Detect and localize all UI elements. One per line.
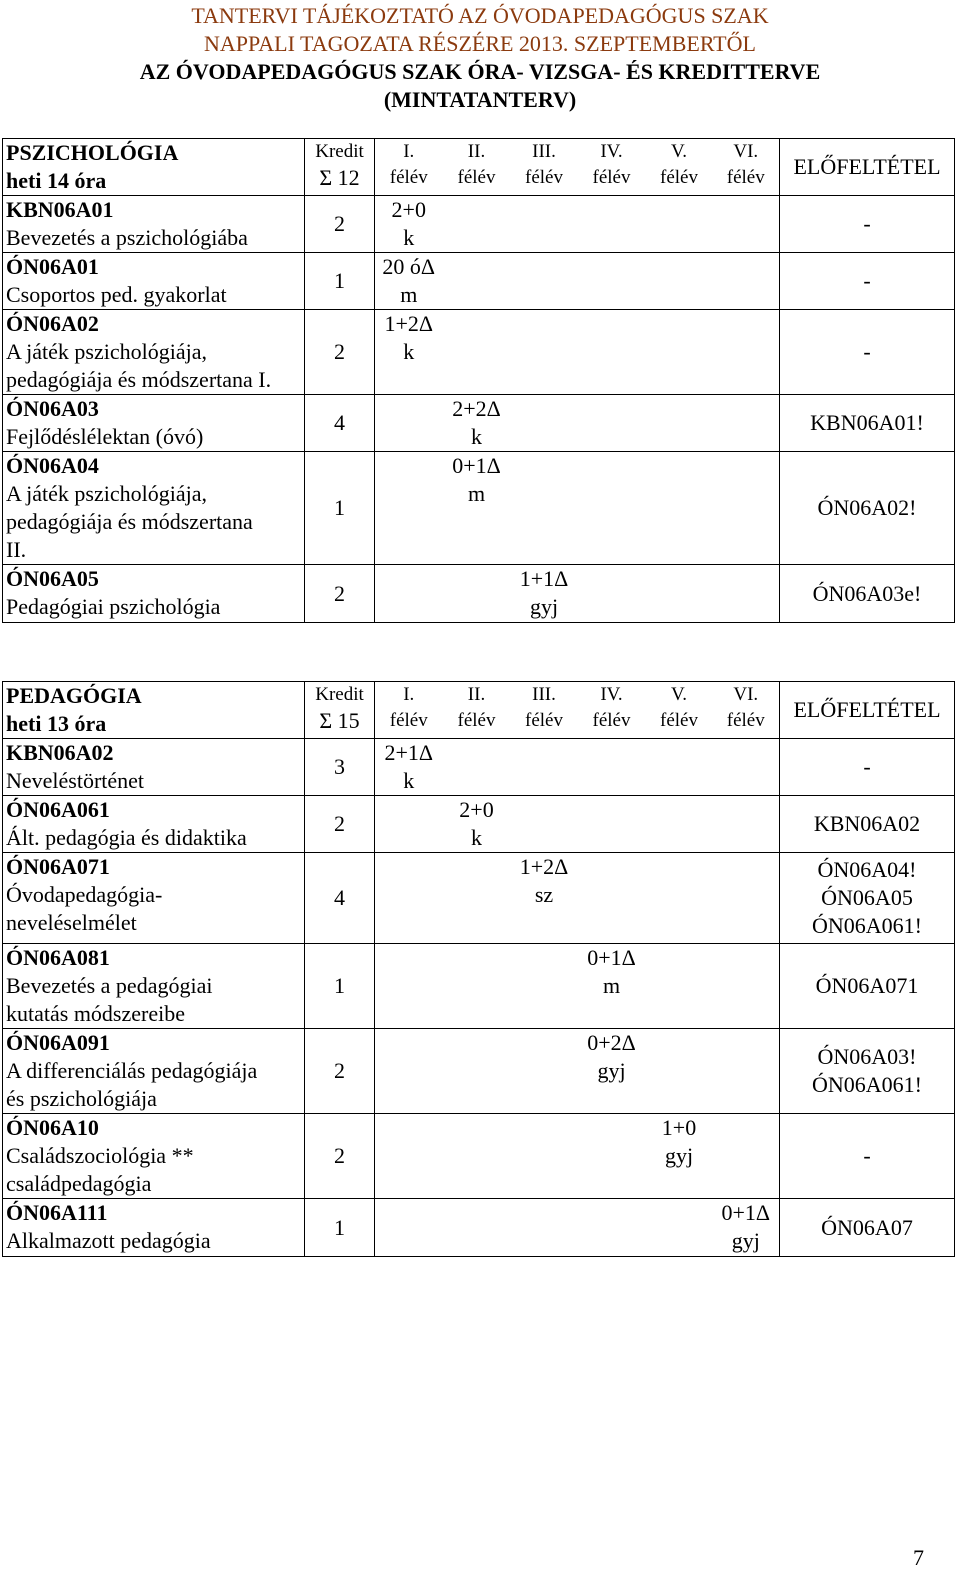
semester-cell-5: [646, 944, 713, 1029]
prerequisite-cell: [780, 452, 955, 565]
semester-header-6: [713, 682, 780, 739]
subtitle-line-1: AZ ÓVODAPEDAGÓGUS SZAK ÓRA- VIZSGA- ÉS KREDITTERVE: [139, 59, 821, 84]
semester-cell-1: [375, 1029, 443, 1114]
course-code: ÓN06A111: [6, 1200, 108, 1225]
course-row: [3, 739, 955, 796]
kredit-label: Kredit: [315, 684, 364, 705]
semester-cell-6: [713, 739, 780, 796]
semester-cell-6: [713, 853, 780, 944]
semester-cell-5: [646, 310, 713, 395]
prerequisite-value: ÓN06A071: [815, 973, 919, 998]
semester-number: I.: [403, 141, 415, 162]
semester-number: VI.: [733, 684, 759, 705]
prerequisite-value: -: [863, 754, 871, 779]
semester-cell-4: [578, 196, 646, 253]
course-credit: 1: [305, 452, 375, 565]
semester-cell-4: [578, 452, 646, 565]
semester-label: félév: [660, 710, 698, 731]
kredit-sum: Σ 12: [319, 165, 360, 190]
course-name-cell: [3, 395, 305, 452]
semester-number: I.: [403, 684, 415, 705]
semester-cell-4: [578, 796, 646, 853]
semester-cell-4: [578, 253, 646, 310]
semester-header-3: [511, 139, 578, 196]
semester-cell-3: [511, 1029, 578, 1114]
course-name-line: II.: [6, 537, 27, 562]
semester-cell-1: [375, 565, 443, 623]
semester-header-5: [646, 139, 713, 196]
course-name-line: Családszociológia **: [6, 1143, 194, 1168]
hours-value: 1+2Δ: [519, 854, 569, 879]
semester-cell-5: [646, 1114, 713, 1199]
course-code: ÓN06A061: [6, 797, 110, 822]
course-credit: 2: [305, 1114, 375, 1199]
semester-label: félév: [525, 710, 563, 731]
semester-cell-5: [646, 739, 713, 796]
course-code: ÓN06A05: [6, 566, 99, 591]
semester-cell-6: [713, 565, 780, 623]
course-code: ÓN06A081: [6, 945, 110, 970]
prerequisite-cell: [780, 565, 955, 623]
course-row: [3, 853, 955, 944]
kredit-header: [305, 682, 375, 739]
exam-type: m: [467, 481, 486, 506]
section-title-cell: [3, 139, 305, 196]
psychology-table: [2, 138, 955, 623]
semester-label: félév: [525, 167, 563, 188]
hours-value: 0+1Δ: [721, 1200, 771, 1225]
prerequisite-cell: [780, 395, 955, 452]
semester-cell-4: [578, 944, 646, 1029]
prerequisite-cell: [780, 739, 955, 796]
exam-type: k: [403, 225, 415, 250]
hours-value: 2+0: [391, 197, 426, 222]
semester-cell-5: [646, 853, 713, 944]
semester-cell-6: [713, 1029, 780, 1114]
course-name-cell: [3, 196, 305, 253]
semester-cell-5: [646, 1199, 713, 1257]
semester-cell-3: [511, 565, 578, 623]
semester-cell-4: [578, 739, 646, 796]
semester-cell-2: [443, 853, 511, 944]
course-code: ÓN06A091: [6, 1030, 110, 1055]
semester-cell-2: [443, 196, 511, 253]
prerequisite-value: -: [863, 211, 871, 236]
prereq-header: ELŐFELTÉTEL: [780, 139, 955, 196]
semester-cell-5: [646, 1029, 713, 1114]
course-name-cell: [3, 310, 305, 395]
exam-type: gyj: [597, 1058, 626, 1083]
semester-cell-3: [511, 1199, 578, 1257]
semester-cell-6: [713, 1114, 780, 1199]
semester-cell-1: [375, 944, 443, 1029]
semester-label: félév: [660, 167, 698, 188]
course-name-line: és pszichológiája: [6, 1086, 157, 1111]
prerequisite-value: ÓN06A07: [821, 1214, 913, 1240]
course-credit: 2: [305, 1029, 375, 1114]
semester-cell-3: [511, 853, 578, 944]
course-name-line: pedagógiája és módszertana: [6, 509, 253, 534]
prerequisite-value: ÓN06A061!: [812, 913, 922, 938]
course-code: KBN06A01: [6, 197, 114, 222]
prerequisite-cell: [780, 944, 955, 1029]
course-name-line: Ált. pedagógia és didaktika: [6, 825, 247, 850]
prerequisite-cell: [780, 253, 955, 310]
course-code: ÓN06A04: [6, 453, 99, 478]
exam-type: gyj: [731, 1228, 760, 1253]
semester-cell-2: [443, 796, 511, 853]
exam-type: gyj: [529, 594, 559, 619]
semester-cell-1: [375, 253, 443, 310]
semester-label: félév: [457, 167, 496, 188]
course-row: [3, 796, 955, 853]
course-name-line: pedagógiája és módszertana I.: [6, 367, 272, 392]
course-code: ÓN06A03: [6, 396, 99, 421]
course-row: [3, 1199, 955, 1257]
course-name-cell: [3, 944, 305, 1029]
exam-type: k: [403, 768, 415, 793]
prerequisite-cell: [780, 196, 955, 253]
course-code: ÓN06A02: [6, 311, 99, 336]
course-name-line: Bevezetés a pedagógiai: [6, 973, 213, 998]
course-name-line: kutatás módszereibe: [6, 1001, 185, 1026]
semester-label: félév: [726, 167, 765, 188]
prerequisite-cell: [780, 310, 955, 395]
hours-value: 0+1Δ: [452, 453, 501, 478]
course-row: [3, 395, 955, 452]
semester-cell-4: [578, 1029, 646, 1114]
semester-cell-1: [375, 1199, 443, 1257]
course-credit: 2: [305, 796, 375, 853]
course-row: [3, 565, 955, 623]
semester-cell-1: [375, 395, 443, 452]
semester-cell-3: [511, 196, 578, 253]
course-code: ÓN06A01: [6, 254, 99, 279]
course-name-line: Óvodapedagógia-: [6, 882, 163, 907]
semester-cell-2: [443, 452, 511, 565]
prerequisite-value: ÓN06A061!: [812, 1072, 922, 1097]
course-name-line: neveléselmélet: [6, 910, 137, 935]
semester-cell-4: [578, 310, 646, 395]
semester-cell-4: [578, 1199, 646, 1257]
hours-value: 0+2Δ: [587, 1030, 636, 1055]
semester-cell-3: [511, 395, 578, 452]
semester-cell-5: [646, 565, 713, 623]
semester-cell-5: [646, 253, 713, 310]
semester-cell-6: [713, 253, 780, 310]
semester-cell-6: [713, 796, 780, 853]
semester-label: félév: [457, 710, 496, 731]
course-row: [3, 253, 955, 310]
semester-cell-5: [646, 395, 713, 452]
semester-cell-5: [646, 452, 713, 565]
hours-value: 0+1Δ: [587, 945, 636, 970]
course-name-line: Fejlődéslélektan (óvó): [6, 424, 204, 449]
semester-cell-1: [375, 452, 443, 565]
prerequisite-value: -: [863, 268, 871, 293]
semester-cell-2: [443, 395, 511, 452]
hours-value: 2+1Δ: [384, 740, 434, 765]
semester-cell-2: [443, 565, 511, 623]
semester-cell-2: [443, 253, 511, 310]
prerequisite-value: ÓN06A05: [821, 885, 913, 910]
kredit-header: [305, 139, 375, 196]
section-title: PEDAGÓGIA: [6, 683, 142, 708]
semester-number: II.: [467, 684, 486, 705]
hours-value: 20 óΔ: [382, 254, 436, 279]
semester-header-3: [511, 682, 578, 739]
title-line-2: NAPPALI TAGOZATA RÉSZÉRE 2013. SZEPTEMBERTŐL: [204, 31, 756, 56]
course-row: [3, 944, 955, 1029]
semester-cell-1: [375, 739, 443, 796]
semester-number: III.: [532, 684, 556, 705]
prereq-header: ELŐFELTÉTEL: [780, 682, 955, 739]
semester-cell-5: [646, 196, 713, 253]
prerequisite-cell: [780, 796, 955, 853]
semester-label: félév: [389, 710, 428, 731]
hours-value: 1+2Δ: [384, 311, 434, 336]
semester-cell-2: [443, 1199, 511, 1257]
semester-cell-4: [578, 853, 646, 944]
semester-number: II.: [467, 141, 486, 162]
prerequisite-cell: [780, 1029, 955, 1114]
pedagogy-table: [2, 681, 955, 1257]
exam-type: m: [602, 973, 621, 998]
course-name-cell: [3, 565, 305, 623]
course-name-line: A differenciálás pedagógiája: [6, 1058, 258, 1083]
semester-number: IV.: [600, 684, 623, 705]
course-code: KBN06A02: [6, 740, 114, 765]
semester-number: V.: [670, 141, 688, 162]
semester-cell-4: [578, 565, 646, 623]
semester-cell-2: [443, 739, 511, 796]
course-credit: 1: [305, 1199, 375, 1257]
section-hours: heti 14 óra: [6, 168, 107, 193]
prerequisite-value: -: [863, 1143, 871, 1168]
course-name-line: A játék pszichológiája,: [6, 481, 207, 506]
course-name-cell: [3, 253, 305, 310]
prerequisite-value: -: [863, 339, 871, 364]
semester-cell-3: [511, 1114, 578, 1199]
semester-cell-3: [511, 944, 578, 1029]
semester-number: V.: [670, 684, 688, 705]
prerequisite-value: ÓN06A03e!: [812, 580, 922, 606]
hours-value: 2+2Δ: [452, 396, 501, 421]
prerequisite-cell: [780, 1114, 955, 1199]
section-title-cell: [3, 682, 305, 739]
course-credit: 2: [305, 196, 375, 253]
semester-cell-4: [578, 395, 646, 452]
section-hours: heti 13 óra: [6, 711, 107, 736]
course-code: ÓN06A071: [6, 854, 110, 879]
semester-cell-3: [511, 310, 578, 395]
document-title: [0, 2, 960, 58]
subtitle-line-2: (MINTATANTERV): [383, 87, 577, 112]
prerequisite-value: ÓN06A03!: [817, 1044, 917, 1069]
course-credit: 2: [305, 310, 375, 395]
exam-type: m: [400, 282, 418, 307]
semester-header-1: [375, 139, 443, 196]
course-row: [3, 196, 955, 253]
course-row: [3, 310, 955, 395]
course-name-cell: [3, 796, 305, 853]
semester-label: félév: [726, 710, 765, 731]
semester-header-4: [578, 682, 646, 739]
page-number: 7: [913, 1545, 924, 1570]
section-title: PSZICHOLÓGIA: [6, 140, 179, 165]
course-name-cell: [3, 853, 305, 944]
exam-type: gyj: [664, 1143, 694, 1168]
semester-cell-3: [511, 253, 578, 310]
course-name-line: családpedagógia: [6, 1171, 152, 1196]
course-credit: 2: [305, 565, 375, 623]
hours-value: 1+1Δ: [519, 566, 569, 591]
course-credit: 1: [305, 944, 375, 1029]
exam-type: k: [471, 825, 482, 850]
course-row: [3, 452, 955, 565]
semester-cell-2: [443, 1114, 511, 1199]
semester-label: félév: [389, 167, 428, 188]
prerequisite-value: KBN06A02: [813, 811, 921, 836]
semester-cell-1: [375, 796, 443, 853]
course-name-line: Bevezetés a pszichológiába: [6, 225, 248, 250]
document-subtitle: [0, 58, 960, 114]
semester-cell-6: [713, 310, 780, 395]
semester-number: VI.: [733, 141, 759, 162]
semester-cell-3: [511, 739, 578, 796]
course-name-line: Csoportos ped. gyakorlat: [6, 282, 227, 307]
semester-cell-6: [713, 944, 780, 1029]
course-credit: 4: [305, 395, 375, 452]
semester-label: félév: [592, 167, 631, 188]
hours-value: 1+0: [661, 1115, 697, 1140]
hours-value: 2+0: [459, 797, 494, 822]
semester-cell-6: [713, 196, 780, 253]
semester-header-5: [646, 682, 713, 739]
course-credit: 3: [305, 739, 375, 796]
semester-number: III.: [532, 141, 556, 162]
course-name-cell: [3, 1199, 305, 1257]
prerequisite-cell: [780, 853, 955, 944]
course-credit: 1: [305, 253, 375, 310]
prerequisite-value: KBN06A01!: [810, 410, 924, 435]
course-row: [3, 1029, 955, 1114]
semester-cell-6: [713, 1199, 780, 1257]
semester-header-2: [443, 682, 511, 739]
course-name-line: A játék pszichológiája,: [6, 339, 207, 364]
semester-number: IV.: [600, 141, 623, 162]
semester-cell-4: [578, 1114, 646, 1199]
course-name-cell: [3, 739, 305, 796]
semester-cell-1: [375, 853, 443, 944]
semester-header-1: [375, 682, 443, 739]
course-name-line: Neveléstörténet: [6, 768, 145, 793]
semester-cell-3: [511, 452, 578, 565]
course-name-line: Pedagógiai pszichológia: [6, 594, 221, 619]
semester-cell-3: [511, 796, 578, 853]
semester-header-2: [443, 139, 511, 196]
semester-header-6: [713, 139, 780, 196]
semester-cell-2: [443, 1029, 511, 1114]
semester-cell-6: [713, 395, 780, 452]
semester-label: félév: [592, 710, 631, 731]
semester-cell-2: [443, 310, 511, 395]
semester-cell-2: [443, 944, 511, 1029]
course-code: ÓN06A10: [6, 1115, 99, 1140]
course-name-cell: [3, 452, 305, 565]
exam-type: sz: [534, 882, 554, 907]
semester-cell-6: [713, 452, 780, 565]
prerequisite-cell: [780, 1199, 955, 1257]
kredit-label: Kredit: [315, 141, 364, 162]
semester-cell-1: [375, 1114, 443, 1199]
course-name-cell: [3, 1029, 305, 1114]
course-row: [3, 1114, 955, 1199]
title-line-1: TANTERVI TÁJÉKOZTATÓ AZ ÓVODAPEDAGÓGUS SZAK: [191, 3, 769, 28]
semester-header-4: [578, 139, 646, 196]
prerequisite-value: ÓN06A02!: [817, 495, 917, 520]
exam-type: k: [403, 339, 415, 364]
semester-cell-1: [375, 310, 443, 395]
semester-cell-1: [375, 196, 443, 253]
course-credit: 4: [305, 853, 375, 944]
course-name-line: Alkalmazott pedagógia: [6, 1228, 211, 1253]
kredit-sum: Σ 15: [319, 708, 360, 733]
semester-cell-5: [646, 796, 713, 853]
prerequisite-value: ÓN06A04!: [817, 857, 917, 882]
course-name-cell: [3, 1114, 305, 1199]
exam-type: k: [471, 424, 482, 449]
